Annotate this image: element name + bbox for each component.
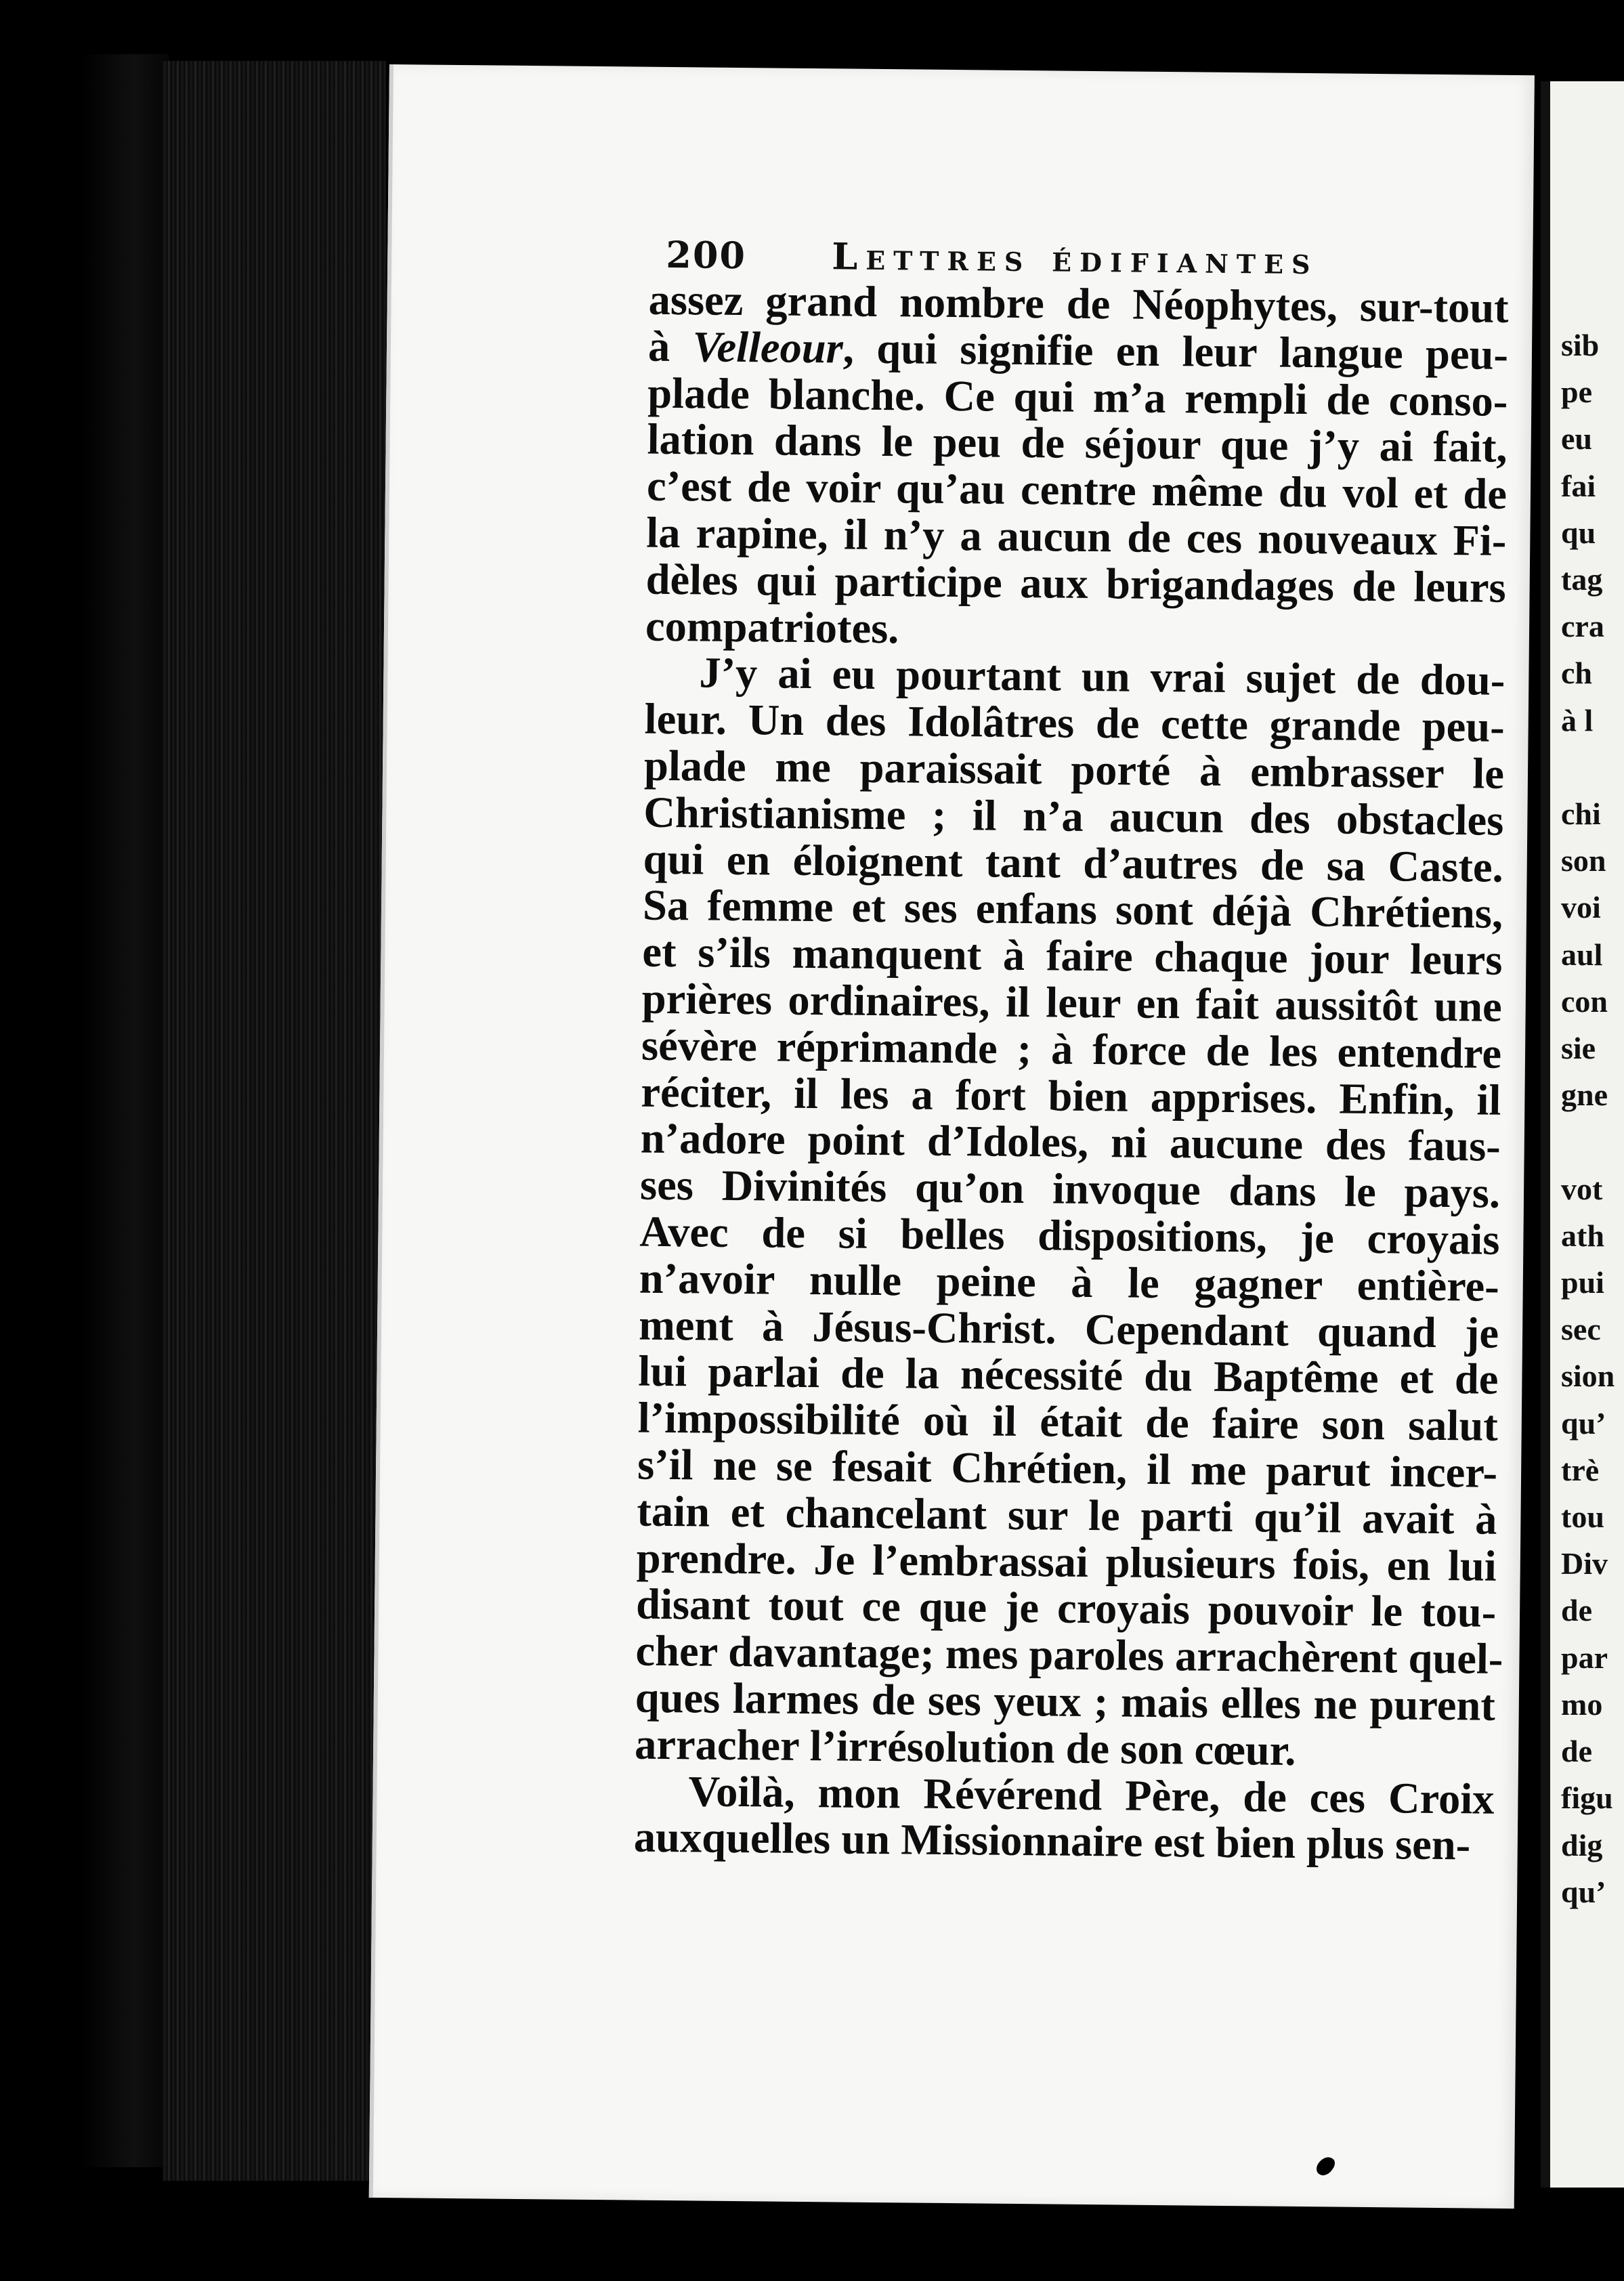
- page-edges: [163, 61, 386, 2181]
- text-line: prières ordinaires, il leur en fait aussitôt une: [641, 974, 1503, 1031]
- text-line: lation dans le peu de séjour que j’y ai fait,: [647, 415, 1508, 472]
- page-number: 200: [666, 232, 747, 278]
- next-page-line-fragment: con: [1561, 983, 1608, 1019]
- text-line: disant tout ce que je croyais pouvoir le tou-: [635, 1579, 1497, 1637]
- next-page-line-fragment: son: [1561, 843, 1606, 878]
- next-page-line-fragment: vot: [1561, 1171, 1603, 1206]
- text-line: prendre. Je l’embrassai plusieurs fois, en lui: [636, 1533, 1497, 1590]
- text-line: s’il ne se fesait Chrétien, il me parut incer-: [637, 1440, 1498, 1497]
- next-page-line-fragment: ath: [1561, 1218, 1604, 1253]
- next-page-line-fragment: sion: [1561, 1359, 1615, 1394]
- next-page-line-fragment: dig: [1561, 1827, 1603, 1862]
- text-line: cher davantage; mes paroles arrachèrent quel-: [635, 1626, 1503, 1684]
- text-line: ses Divinités qu’on invoque dans le pays.: [639, 1160, 1501, 1217]
- next-page-line-fragment: gne: [1561, 1078, 1608, 1113]
- text-line: arracher l’irrésolution de son cœur.: [634, 1720, 1296, 1774]
- next-page-line-fragment: chi: [1561, 796, 1601, 832]
- text-line: la rapine, il n’y a aucun de ces nouveaux Fi-: [646, 508, 1507, 565]
- text-line: n’adore point d’Idoles, ni aucune des faus-: [640, 1113, 1501, 1171]
- text-line: sévère réprimande ; à force de les entendre: [641, 1021, 1502, 1078]
- next-page-line-fragment: tou: [1561, 1499, 1604, 1535]
- text-line: assez grand nombre de Néophytes, sur-tout: [648, 275, 1509, 332]
- text-line: ment à Jésus-Christ. Cependant quand je: [638, 1300, 1499, 1357]
- body-text: [634, 277, 1509, 1869]
- text-line: leur. Un des Idolâtres de cette grande peu-: [644, 694, 1505, 752]
- next-page-line-fragment: voi: [1561, 890, 1601, 925]
- next-page-line-fragment: sec: [1561, 1312, 1601, 1347]
- text-line: lui parlai de la nécessité du Baptême et de: [638, 1346, 1499, 1404]
- text-line: c’est de voir qu’au centre même du vol et de: [646, 461, 1508, 519]
- next-page-line-fragment: trè: [1561, 1452, 1600, 1487]
- text-line: Voilà, mon Révérend Père, de ces Croix: [688, 1766, 1495, 1823]
- next-page-line-fragment: cra: [1561, 609, 1604, 644]
- text-line: Avec de si belles dispositions, je croyais: [639, 1207, 1500, 1264]
- book-page-left: [369, 64, 1535, 2209]
- text-line: à Velleour, qui signifie en leur langue peu-: [647, 322, 1509, 379]
- text-line: plade me paraissait porté à embrasser le: [643, 741, 1505, 798]
- next-page-line-fragment: tag: [1561, 562, 1603, 597]
- next-page-line-fragment: [1561, 744, 1615, 790]
- text-line: tain et chancelant sur le parti qu’il avait à: [637, 1487, 1497, 1543]
- next-page-line-fragment: qu’: [1561, 1405, 1606, 1441]
- next-page-line-fragment: Div: [1561, 1546, 1608, 1581]
- text-line: qui en éloignent tant d’autres de sa Caste.: [643, 834, 1504, 891]
- italic-place-name: Velleour: [692, 322, 844, 372]
- next-page-line-fragment: pe: [1561, 375, 1592, 410]
- text-line: Sa femme et ses enfans sont déjà Chrétiens,: [642, 881, 1503, 938]
- next-page-line-fragment: pui: [1561, 1265, 1604, 1300]
- next-page-line-fragment: ch: [1561, 656, 1592, 691]
- text-line: plade blanche. Ce qui m’a rempli de conso-: [647, 368, 1508, 425]
- next-page-line-fragment: qu’: [1561, 1874, 1606, 1909]
- text-line: ques larmes de ses yeux ; mais elles ne purent: [635, 1673, 1496, 1730]
- text-line: dèles qui participe aux brigandages de leurs: [645, 555, 1507, 612]
- next-page-line-fragment: de: [1561, 1734, 1592, 1769]
- book-page-right-fragment: [1541, 81, 1624, 2188]
- running-title: Lettres édifiantes: [832, 234, 1319, 283]
- book-spine-shadow: [81, 54, 169, 2167]
- next-page-text: [1561, 322, 1615, 1915]
- text-line: n’avoir nulle peine à le gagner entière-: [639, 1254, 1500, 1310]
- text-line: compatriotes.: [645, 601, 899, 652]
- next-page-line-fragment: qu: [1561, 515, 1596, 550]
- text-line: réciter, il les a fort bien apprises. Enfin, il: [641, 1067, 1501, 1124]
- next-page-line-fragment: [1561, 1118, 1615, 1165]
- next-page-line-fragment: aul: [1561, 937, 1603, 972]
- next-page-line-fragment: fai: [1561, 468, 1596, 503]
- ink-blot: [1314, 2154, 1338, 2179]
- next-page-line-fragment: par: [1561, 1640, 1608, 1675]
- next-page-line-fragment: eu: [1561, 421, 1592, 456]
- text-line: Christianisme ; il n’a aucun des obstacles: [643, 788, 1504, 845]
- text-line: auxquelles un Missionnaire est bien plus sen-: [633, 1812, 1471, 1869]
- next-page-line-fragment: à l: [1561, 702, 1594, 738]
- text-line: et s’ils manquent à faire chaque jour leurs: [642, 927, 1503, 984]
- next-page-line-fragment: figu: [1561, 1781, 1613, 1816]
- next-page-line-fragment: mo: [1561, 1686, 1603, 1722]
- next-page-line-fragment: sie: [1561, 1031, 1596, 1066]
- text-line: l’impossibilité où il était de faire son salut: [637, 1393, 1499, 1450]
- text-line: J’y ai eu pourtant un vrai sujet de dou-: [699, 648, 1505, 705]
- next-page-line-fragment: de: [1561, 1593, 1592, 1628]
- next-page-line-fragment: sib: [1561, 328, 1600, 362]
